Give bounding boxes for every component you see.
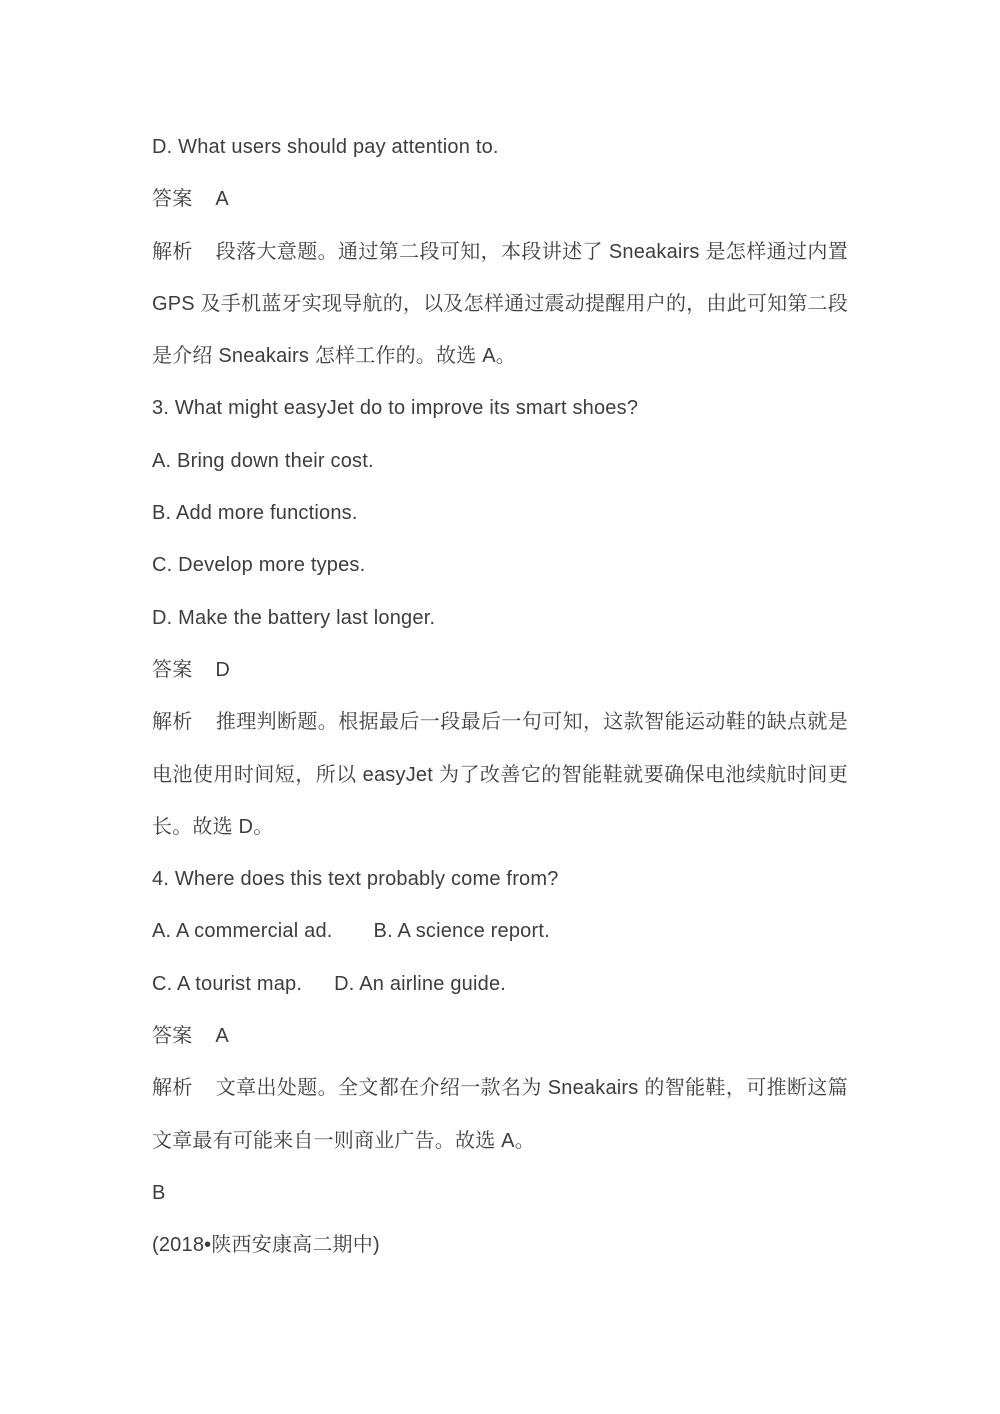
analysis-label: 解析: [152, 711, 193, 734]
q4-option-a: A. A commercial ad.: [152, 920, 333, 943]
answer-label: 答案: [152, 188, 193, 211]
q4-options-row-1: [152, 905, 848, 957]
q4-option-c: C. A tourist map.: [152, 972, 303, 995]
q2-analysis-text: 段落大意题。通过第二段可知，本段讲述了 Sneakairs 是怎样通过内置 GPS 及手机蓝牙实现导航的，以及怎样通过震动提醒用户的，由此可知第二段是介绍 Sneakairs 怎样工作的。故选 A。: [152, 240, 849, 368]
q3-question-line: 3. What might easyJet do to improve its smart shoes?: [152, 397, 639, 420]
q3-analysis-paragraph: [152, 696, 848, 853]
q4-analysis-paragraph: [152, 1062, 848, 1167]
q2-analysis-paragraph: [152, 226, 848, 383]
q3-answer-line: [152, 644, 848, 696]
q3-answer-value: D: [215, 658, 231, 681]
answer-label: 答案: [152, 1025, 193, 1048]
q3-analysis-text: 推理判断题。根据最后一段最后一句可知，这款智能运动鞋的缺点就是电池使用时间短，所以 easyJet 为了改善它的智能鞋就要确保电池续航时间更长。故选 D。: [152, 711, 849, 838]
q2-option-d-line: D. What users should pay attention to.: [152, 136, 499, 158]
section-label: B: [152, 1181, 166, 1204]
answer-label: 答案: [152, 658, 193, 681]
q3-option-b-line: B. Add more functions.: [152, 502, 358, 525]
q4-analysis-text: 文章出处题。全文都在介绍一款名为 Sneakairs 的智能鞋，可推断这篇文章最有可能来自一则商业广告。故选 A。: [152, 1077, 849, 1152]
q4-answer-line: [152, 1010, 848, 1062]
analysis-label: 解析: [152, 240, 193, 263]
q4-answer-value: A: [215, 1025, 229, 1048]
q3-option-a-line: A. Bring down their cost.: [152, 449, 374, 472]
q3-option-c-line: C. Develop more types.: [152, 554, 366, 577]
q4-options-row-2: [152, 958, 848, 1010]
q4-option-b: B. A science report.: [373, 920, 550, 943]
q3-option-d-line: D. Make the battery last longer.: [152, 606, 436, 629]
q2-answer-line: [152, 173, 848, 225]
q4-option-d: D. An airline guide.: [334, 972, 507, 995]
q2-answer-value: A: [215, 188, 229, 211]
source-line: (2018•陕西安康高二期中): [152, 1234, 380, 1257]
q4-question-line: 4. Where does this text probably come from?: [152, 868, 559, 891]
analysis-label: 解析: [152, 1077, 193, 1100]
